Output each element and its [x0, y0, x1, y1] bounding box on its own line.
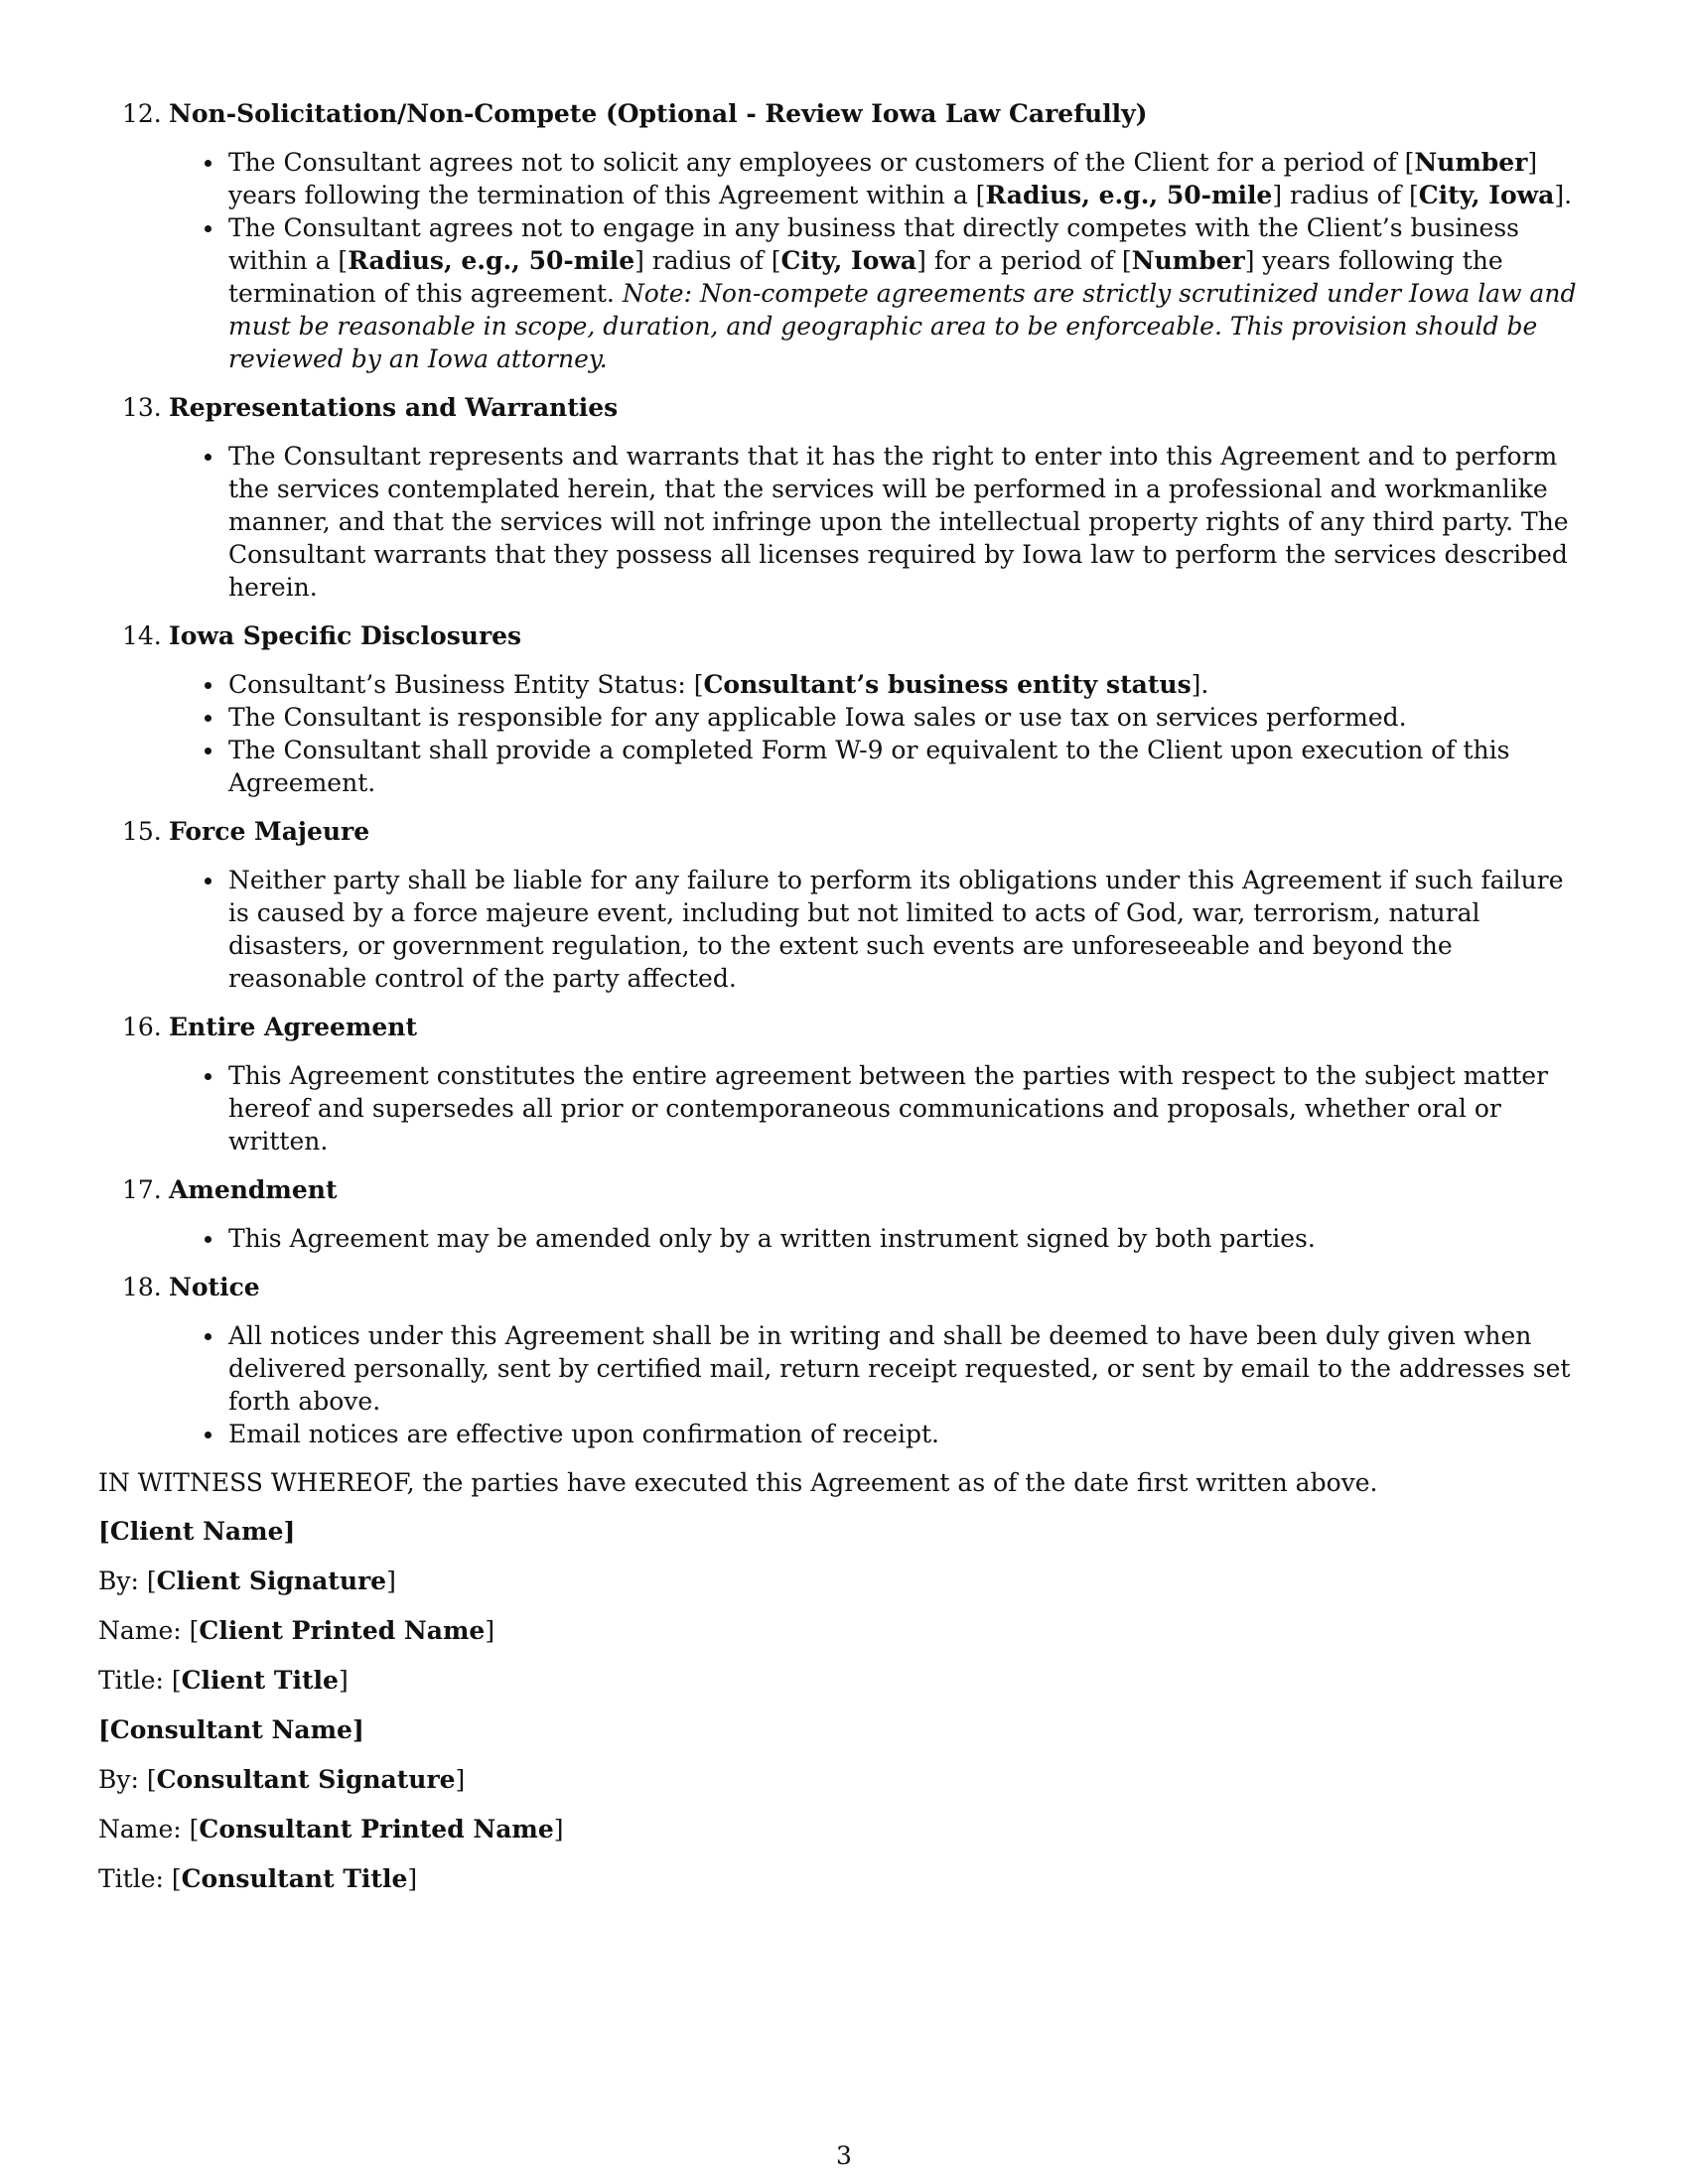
list-item: The Consultant shall provide a completed Form W-9 or equivalent to the Client upon execution of this Agreement. [228, 734, 1590, 799]
section-heading [98, 391, 1590, 424]
section-12 [98, 97, 1590, 375]
placeholder-field: City, Iowa [780, 246, 917, 275]
section-17 [98, 1173, 1590, 1255]
placeholder-field: Number [1414, 148, 1528, 177]
list-item: The Consultant is responsible for any applicable Iowa sales or use tax on services performed. [228, 701, 1590, 734]
section-title: Iowa Specific Disclosures [169, 621, 522, 650]
list-item: Email notices are effective upon confirmation of receipt. [228, 1418, 1590, 1450]
consultant-by-line: By: [Consultant Signature] [98, 1765, 466, 1794]
placeholder-field: Client Title [181, 1666, 339, 1695]
consultant-printed-name-line: Name: [Consultant Printed Name] [98, 1815, 564, 1843]
placeholder-field: Consultant Name [109, 1715, 352, 1744]
placeholder-field: City, Iowa [1418, 181, 1555, 209]
field-label: By: [98, 1567, 147, 1595]
section-title: Non-Solicitation/Non-Compete (Optional - Review Iowa Law Carefully) [169, 99, 1148, 128]
client-printed-name-line: Name: [Client Printed Name] [98, 1616, 495, 1645]
consultant-name: [Consultant Name] [98, 1715, 364, 1744]
bullet-list [98, 668, 1590, 799]
list-item: This Agreement may be amended only by a written instrument signed by both parties. [228, 1222, 1590, 1255]
field-label: Name: [98, 1815, 190, 1843]
text-run: ]. [1191, 670, 1209, 699]
section-13 [98, 391, 1590, 604]
section-heading [98, 1173, 1590, 1206]
client-title-line: Title: [Client Title] [98, 1666, 349, 1695]
placeholder-field: Client Printed Name [199, 1616, 486, 1645]
section-title: Notice [169, 1273, 260, 1301]
bullet-list [98, 1319, 1590, 1450]
consultant-signature-block [98, 1713, 1590, 1895]
list-item [228, 668, 1590, 701]
field-label: By: [98, 1765, 147, 1794]
list-item [228, 211, 1590, 375]
section-title: Force Majeure [169, 817, 370, 846]
text-run: ]. [1554, 181, 1573, 209]
section-number: 13. [122, 393, 162, 422]
section-heading [98, 619, 1590, 652]
placeholder-field: Consultant Title [181, 1864, 408, 1893]
page-number: 3 [836, 2141, 852, 2170]
placeholder-field: Number [1131, 246, 1245, 275]
bullet-list [98, 1222, 1590, 1255]
consultant-title-line: Title: [Consultant Title] [98, 1864, 418, 1893]
text-run: Consultant’s Business Entity Status: [ [228, 670, 704, 699]
section-18 [98, 1271, 1590, 1450]
section-title: Entire Agreement [169, 1013, 417, 1041]
text-run: ] for a period of [ [916, 246, 1132, 275]
list-item: This Agreement constitutes the entire agreement between the parties with respect to the subject matter hereof and supersedes all prior or contemporaneous communications and proposals, whether oral or written. [228, 1059, 1590, 1158]
client-name: [Client Name] [98, 1517, 296, 1546]
placeholder-field: Client Signature [156, 1567, 387, 1595]
section-title: Representations and Warranties [169, 393, 619, 422]
list-item [228, 146, 1590, 211]
section-heading [98, 1271, 1590, 1303]
client-by-line: By: [Client Signature] [98, 1567, 396, 1595]
section-number: 18. [122, 1273, 162, 1301]
list-item: The Consultant represents and warrants that it has the right to enter into this Agreement and to perform the services contemplated herein, that the services will be performed in a professional and workmanlike manner, and that the services will not infringe upon the intellectual property rights of any third party. The Consultant warrants that they possess all licenses required by Iowa law to perform the services described herein. [228, 440, 1590, 604]
list-item: All notices under this Agreement shall be in writing and shall be deemed to have been duly given when delivered personally, sent by certified mail, return receipt requested, or sent by email to the addresses set forth above. [228, 1319, 1590, 1418]
text-run: ] years following the termination of this Agreement within a [ [228, 148, 1538, 209]
section-number: 15. [122, 817, 162, 846]
section-heading [98, 1011, 1590, 1043]
section-number: 12. [122, 99, 162, 128]
text-run: ] radius of [ [1272, 181, 1419, 209]
placeholder-field: Client Name [109, 1517, 284, 1546]
text-run: The Consultant agrees not to solicit any employees or customers of the Client for a period of [ [228, 148, 1415, 177]
field-label: Title: [98, 1864, 172, 1893]
placeholder-field: Consultant’s business entity status [703, 670, 1192, 699]
section-number: 14. [122, 621, 162, 650]
client-signature-block [98, 1515, 1590, 1697]
list-item: Neither party shall be liable for any failure to perform its obligations under this Agreement if such failure is caused by a force majeure event, including but not limited to acts of God, war, terrorism, natural disasters, or government regulation, to the extent such events are unforeseeable and beyond the reasonable control of the party affected. [228, 864, 1590, 995]
section-heading [98, 97, 1590, 130]
placeholder-field: Radius, e.g., 50-mile [985, 181, 1273, 209]
section-16 [98, 1011, 1590, 1158]
bullet-list [98, 1059, 1590, 1158]
section-number: 16. [122, 1013, 162, 1041]
section-heading [98, 815, 1590, 848]
bullet-list [98, 440, 1590, 604]
document-page [98, 97, 1590, 1912]
text-run: The Consultant agrees not to engage in any business that directly competes with the Client’s business within a [ [228, 213, 1520, 275]
section-number: 17. [122, 1175, 162, 1204]
placeholder-field: Radius, e.g., 50-mile [348, 246, 635, 275]
field-label: Title: [98, 1666, 172, 1695]
witness-clause: IN WITNESS WHEREOF, the parties have executed this Agreement as of the date first written above. [98, 1468, 1378, 1497]
field-label: Name: [98, 1616, 190, 1645]
text-run: ] radius of [ [634, 246, 781, 275]
text-run: ] years following the termination of this agreement. [228, 246, 1503, 308]
section-title: Amendment [169, 1175, 338, 1204]
placeholder-field: Consultant Signature [156, 1765, 456, 1794]
bullet-list [98, 864, 1590, 995]
section-14 [98, 619, 1590, 799]
bullet-list [98, 146, 1590, 375]
legal-note: Note: Non-compete agreements are strictly scrutinized under Iowa law and must be reasonable in scope, duration, and geographic area to be enforceable. This provision should be reviewed by an Iowa attorney. [228, 279, 1577, 373]
section-15 [98, 815, 1590, 995]
placeholder-field: Consultant Printed Name [199, 1815, 554, 1843]
